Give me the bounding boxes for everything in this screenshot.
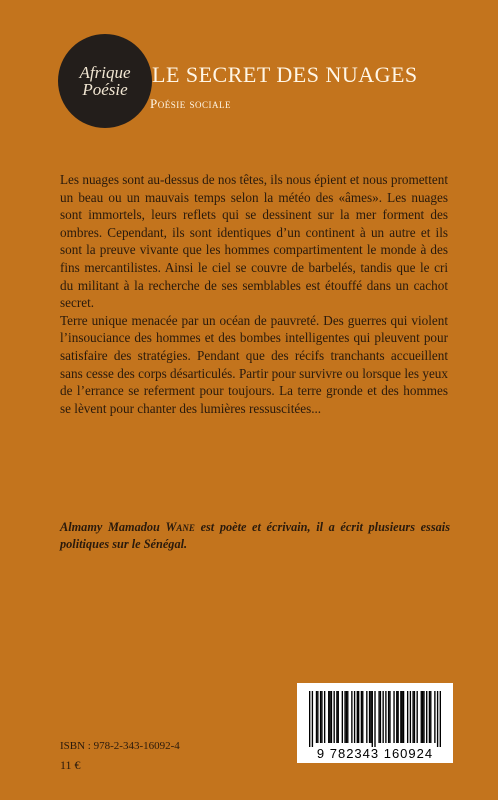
barcode-bar (378, 691, 379, 743)
back-cover-text (60, 171, 448, 417)
barcode-bar (370, 691, 371, 743)
barcode-bar (366, 691, 367, 743)
barcode-bar (309, 691, 310, 747)
publisher-logo (58, 34, 152, 128)
barcode-bar (358, 691, 359, 743)
barcode-bar (333, 691, 334, 743)
barcode-bar (351, 691, 352, 743)
isbn: ISBN : 978-2-343-16092-4 (60, 740, 180, 752)
barcode-bar (423, 691, 424, 743)
barcode-bar (426, 691, 427, 743)
barcode-bar (400, 691, 401, 743)
barcode-bar (437, 691, 438, 747)
barcode-bar (357, 691, 358, 743)
barcode-bar (346, 691, 347, 743)
barcode-bar (354, 691, 355, 743)
author-first-name: Almamy Mamadou (60, 520, 160, 534)
barcode-bars (309, 691, 441, 747)
barcode-bar (417, 691, 418, 743)
barcode-bar (422, 691, 423, 743)
barcode-bar (369, 691, 370, 743)
logo-line-1: Afrique (79, 63, 131, 82)
barcode-bar (389, 691, 390, 743)
barcode-bar (338, 691, 339, 743)
barcode-bar (320, 691, 321, 743)
barcode-bar (317, 691, 318, 743)
barcode-bar (434, 691, 435, 743)
author-last-name: Wane (165, 520, 195, 534)
barcode-bar (374, 691, 375, 747)
barcode-bar (344, 691, 345, 743)
barcode-bar (407, 691, 408, 743)
barcode (297, 683, 453, 763)
barcode-bar (388, 691, 389, 743)
barcode-bar (430, 691, 431, 743)
barcode-bar (372, 691, 373, 747)
barcode-digits: 9 782343 160924 (316, 746, 434, 761)
author-note (60, 519, 450, 553)
barcode-bar (396, 691, 397, 743)
book-subtitle: Poésie sociale (150, 96, 231, 111)
barcode-bar (321, 691, 322, 743)
paragraph: Terre unique menacée par un océan de pauvreté. Des guerres qui violent l’insouciance des hommes et des bombes intelligentes qui pleuvent pour satisfaire des stratégies. Pendant que des récifs tranchants accueillent sans cesse des corps désarticulés. Partir pour survivre ou lorsque les yeux de l’errance se referment pour toujours. La terre gronde et des hommes se lèvent pour chanter des lumières ressuscitées... (60, 312, 448, 416)
paragraph: Les nuages sont au-dessus de nos têtes, ils nous épient et nous promettent un beau ou un mauvais temps selon la météo des «âmes». Les nuages sont immortels, leurs reflets qui se dessinent sur la mer forment des ombres. Cependant, ils sont identiques d’un continent à un autre et ils sont la preuve vivante que les hommes compartimentent le monde à des fins mercantilistes. Ainsi le ciel se couvre de barbelés, tandis que le cri du militant à la recherche de ses semblables est étouffé dans un cachot secret. (60, 172, 448, 311)
barcode-bar (329, 691, 330, 743)
barcode-bar (410, 691, 411, 743)
price: 11 € (60, 758, 81, 772)
author-bio: est poète et écrivain, il a écrit plusieurs essais politiques sur le Sénégal. (60, 520, 450, 551)
barcode-bar (397, 691, 398, 743)
book-title: LE SECRET DES NUAGES (152, 62, 418, 87)
logo-line-2: Poésie (82, 80, 128, 99)
barcode-bar (385, 691, 386, 743)
barcode-bar (414, 691, 415, 743)
barcode-bar (440, 691, 441, 747)
barcode-bar (328, 691, 329, 743)
barcode-bar (429, 691, 430, 743)
barcode-bar (382, 691, 383, 743)
barcode-bar (412, 691, 413, 743)
barcode-bar (393, 691, 394, 743)
barcode-bar (347, 691, 348, 743)
barcode-bar (402, 691, 403, 743)
barcode-bar (316, 691, 317, 743)
barcode-bar (362, 691, 363, 743)
barcode-bar (312, 691, 313, 747)
barcode-bar (403, 691, 404, 743)
barcode-bar (380, 691, 381, 743)
barcode-bar (421, 691, 422, 743)
barcode-bar (331, 691, 332, 743)
barcode-bar (342, 691, 343, 743)
barcode-bar (324, 691, 325, 743)
barcode-bar (336, 691, 337, 743)
barcode-bar (361, 691, 362, 743)
